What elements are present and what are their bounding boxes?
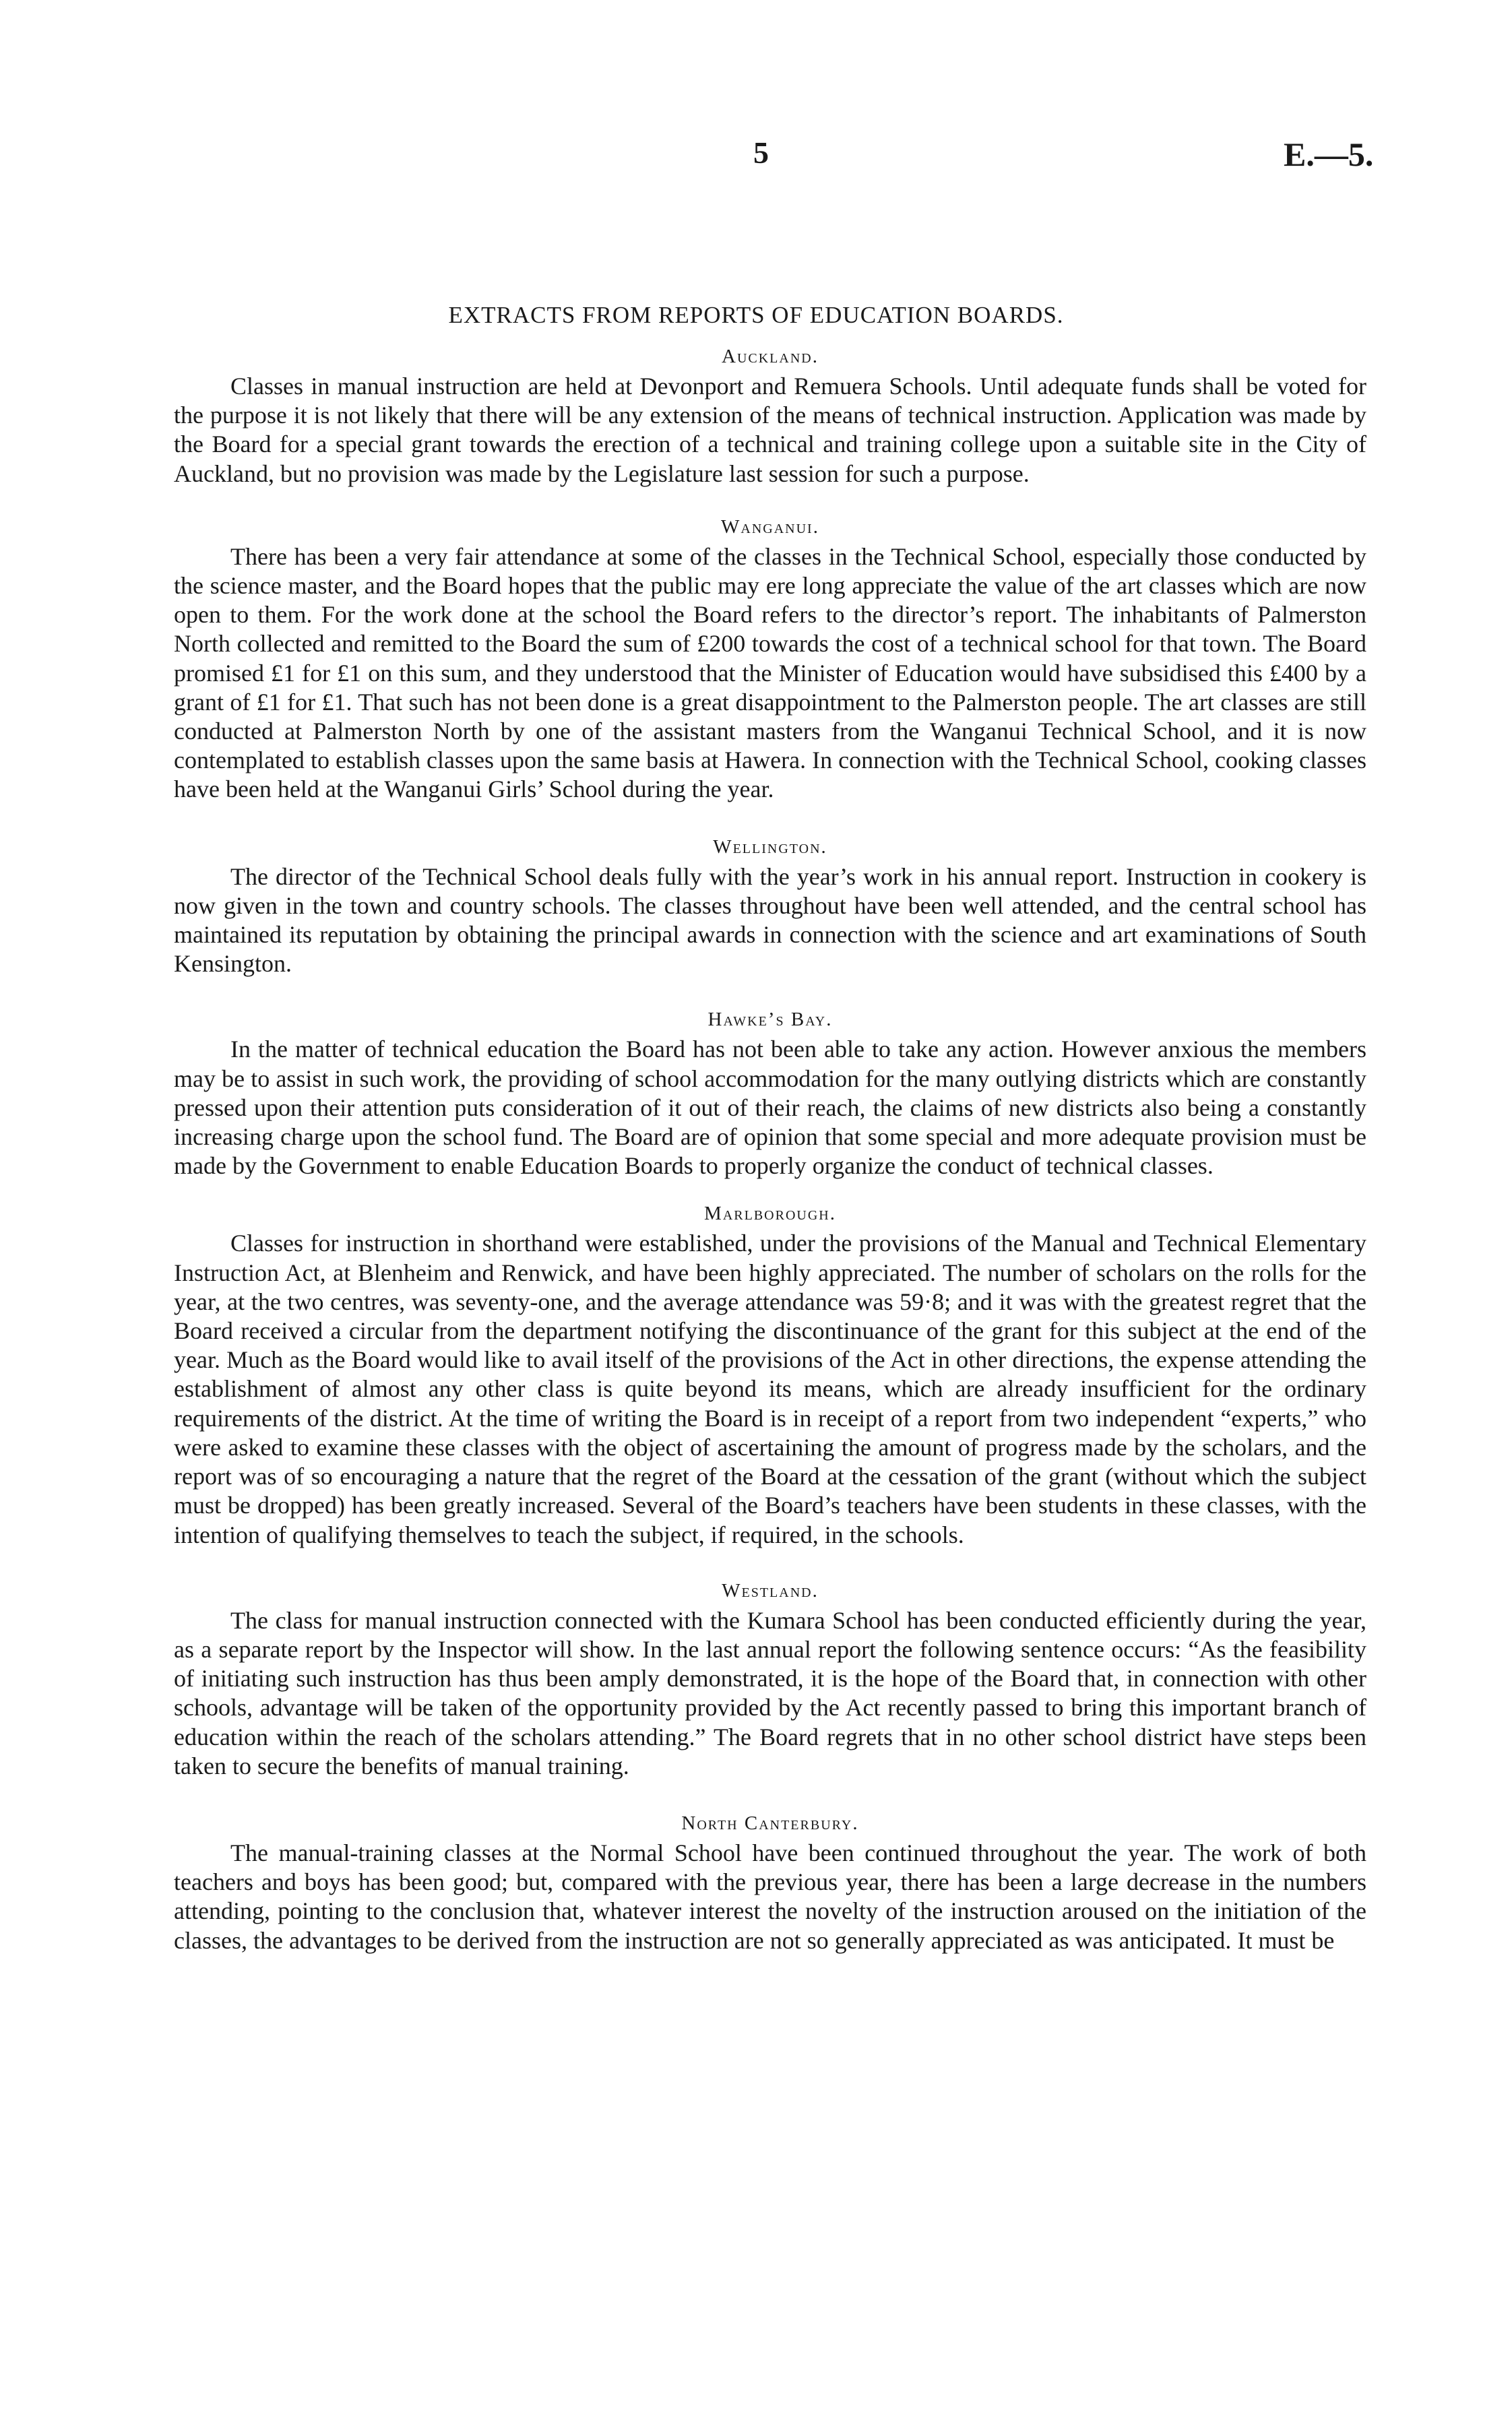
document-reference: E.—5.	[1284, 135, 1374, 173]
section-paragraph: The class for manual instruction connected with the Kumara School has been conducted efficiently during the year, as a separate report by the Inspector will show. In the last annual report the following sentence occurs: “As the feasibility of initiating such instruction has thus been amply demonstrated, it is the hope of the Board that, in connection with other schools, advantage will be taken of the opportunity provided by the Act recently passed to bring this important branch of education within the reach of the scholars attending.” The Board regrets that in no other school district have steps been taken to secure the benefits of manual training.	[174, 1606, 1366, 1779]
section-heading: Westland.	[722, 1579, 819, 1602]
section-wellington	[174, 834, 1366, 979]
section-auckland	[174, 344, 1366, 488]
section-north-canterbury	[174, 1810, 1366, 1955]
section-marlborough	[174, 1201, 1366, 1549]
page-number: 5	[753, 135, 769, 170]
section-heading: Wellington.	[713, 835, 827, 858]
report-extracts	[174, 344, 1366, 1955]
section-paragraph: The director of the Technical School deals fully with the year’s work in his annual report. Instruction in cookery is now given in the town and country schools. The classes throughout have been well attended, and the central school has maintained its reputation by obtaining the principal awards in connection with the science and art examinations of South Kensington.	[174, 862, 1366, 978]
section-wanganui	[174, 514, 1366, 804]
section-paragraph: Classes for instruction in shorthand were established, under the provisions of the Manual and Technical Elementary Instruction Act, at Blenheim and Renwick, and have been highly appreciated. The number of scholars on the rolls for the year, at the two centres, was seventy-one, and the average attendance was 59·8; and it was with the greatest regret that the Board received a circular from the department notifying the discontinuance of the grant for this subject at the end of the year. Much as the Board would like to avail itself of the provisions of the Act in other directions, the expense attending the establishment of almost any other class is quite beyond its means, which are already insufficient for the ordinary requirements of the district. At the time of writing the Board is in receipt of a report from two independent “experts,” who were asked to examine these classes with the object of ascertaining the amount of progress made by the scholars, and the report was of so encouraging a nature that the regret of the Board at the cessation of the grant (without which the subject must be dropped) has been greatly increased. Several of the Board’s teachers have been students in these classes, with the intention of qualifying themselves to teach the subject, if required, in the schools.	[174, 1230, 1366, 1548]
section-heading: Marlborough.	[704, 1203, 836, 1225]
section-hawkes-bay	[174, 1007, 1366, 1180]
section-westland	[174, 1578, 1366, 1781]
section-heading: Auckland.	[722, 346, 819, 367]
section-paragraph: In the matter of technical education the Board has not been able to take any action. However anxious the members may be to assist in such work, the providing of school accommodation for the many outlying districts which are constantly pressed upon their attention puts consideration of it out of their reach, the claims of new districts also being a constantly increasing charge upon the school fund. The Board are of opinion that some special and more adequate provision must be made by the Government to enable Education Boards to properly organize the conduct of technical classes.	[174, 1036, 1366, 1180]
page-title: EXTRACTS FROM REPORTS OF EDUCATION BOARDS.	[448, 302, 1064, 328]
section-heading: Wanganui.	[721, 515, 819, 538]
section-heading: North Canterbury.	[681, 1812, 859, 1834]
section-paragraph: There has been a very fair attendance at some of the classes in the Technical School, especially those conducted by the science master, and the Board hopes that the public may ere long appreciate the value of the art classes which are now open to them. For the work done at the school the Board refers to the director’s report. The inhabitants of Palmerston North collected and remitted to the Board the sum of £200 towards the cost of a technical school for that town. The Board promised £1 for £1 on this sum, and they understood that the Minister of Education would have subsidised this £400 by a grant of £1 for £1. That such has not been done is a great disappointment to the Palmerston people. The art classes are still conducted at Palmerston North by one of the assistant masters from the Wanganui Technical School, and it is now contemplated to establish classes upon the same basis at Hawera. In connection with the Technical School, cooking classes have been held at the Wanganui Girls’ School during the year.	[174, 542, 1366, 803]
section-paragraph: Classes in manual instruction are held at Devonport and Remuera Schools. Until adequate funds shall be voted for the purpose it is not likely that there will be any extension of the means of technical instruction. Application was made by the Board for a special grant towards the erection of a technical and training college upon a suitable site in the City of Auckland, but no provision was made by the Legislature last session for such a purpose.	[174, 373, 1366, 487]
section-heading: Hawke’s Bay.	[707, 1009, 833, 1031]
section-paragraph: The manual-training classes at the Normal School have been continued throughout the year. The work of both teachers and boys has been good; but, compared with the previous year, there has been a large decrease in the numbers attending, pointing to the conclusion that, whatever interest the novelty of the instruction aroused on the initiation of the classes, the advantages to be derived from the instruction are not so generally appreciated as was anticipated. It must be	[174, 1839, 1366, 1954]
